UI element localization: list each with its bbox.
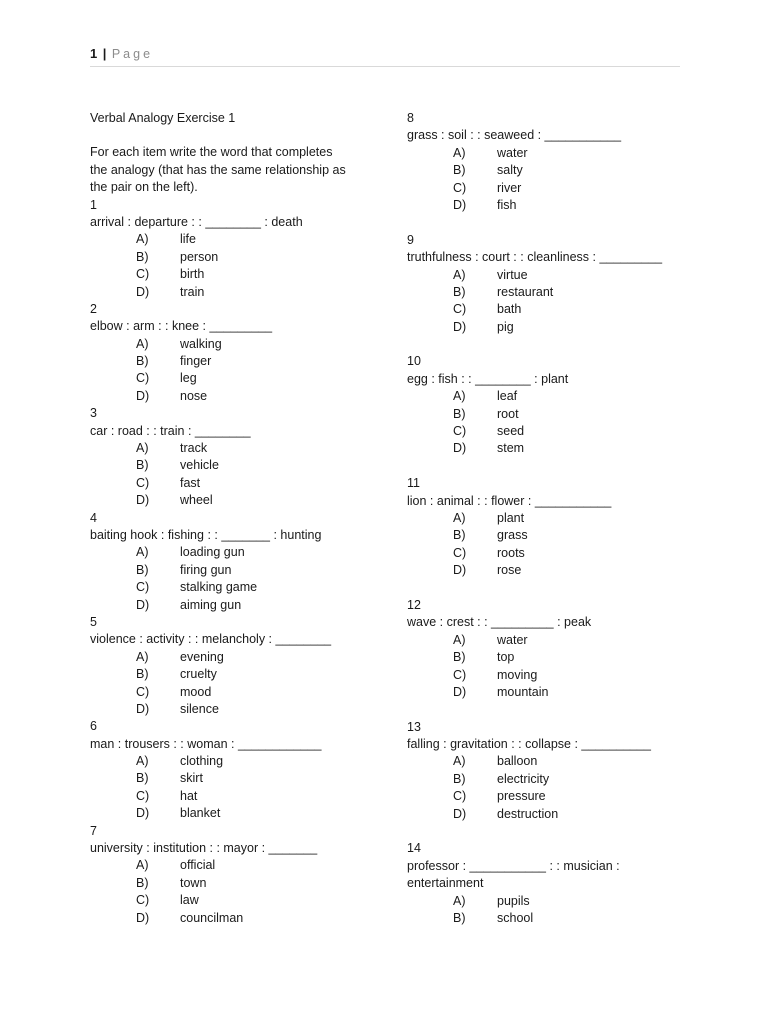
option-text: town [180, 875, 207, 890]
option-letter: D) [453, 684, 467, 699]
option-text: hat [180, 788, 198, 803]
option-letter: B) [136, 771, 149, 786]
answer-option[interactable] [407, 145, 687, 162]
question-stem: violence : activity : : melancholy : ________ [90, 632, 332, 647]
question-number: 1 [90, 197, 97, 212]
answer-option[interactable] [90, 231, 370, 248]
answer-option[interactable] [407, 771, 687, 788]
answer-option[interactable] [407, 180, 687, 197]
question-stem: grass : soil : : seaweed : ___________ [407, 128, 622, 143]
instructions-line-3: the pair on the left). [90, 180, 198, 195]
option-text: birth [180, 267, 205, 282]
option-text: school [497, 910, 534, 925]
option-letter: C) [136, 267, 150, 282]
question-item [90, 405, 370, 509]
option-letter: C) [453, 302, 467, 317]
question-stem: arrival : departure : : ________ : death [90, 214, 303, 229]
option-text: vehicle [180, 458, 219, 473]
question-spacer [407, 580, 687, 597]
answer-option[interactable] [90, 562, 370, 579]
option-letter: A) [453, 893, 466, 908]
option-text: evening [180, 649, 224, 664]
answer-option[interactable] [407, 910, 687, 927]
option-letter: A) [136, 545, 149, 560]
option-text: fish [497, 197, 517, 212]
option-letter: A) [453, 632, 466, 647]
option-letter: D) [136, 284, 150, 299]
option-text: stem [497, 441, 525, 456]
option-letter: A) [453, 389, 466, 404]
exercise-title: Verbal Analogy Exercise 1 [90, 111, 236, 125]
answer-option[interactable] [90, 910, 370, 927]
page-header [90, 46, 680, 67]
answer-option[interactable] [407, 788, 687, 805]
question-item [407, 475, 687, 597]
option-text: destruction [497, 806, 559, 821]
question-stem: falling : gravitation : : collapse : __________ [407, 737, 651, 752]
answer-option[interactable] [407, 284, 687, 301]
answer-option[interactable] [90, 684, 370, 701]
option-letter: D) [453, 563, 467, 578]
question-item [407, 719, 687, 841]
answer-option[interactable] [90, 544, 370, 561]
option-text: pressure [497, 789, 546, 804]
option-letter: B) [453, 163, 466, 178]
answer-option[interactable] [90, 388, 370, 405]
answer-option[interactable] [407, 527, 687, 544]
answer-option[interactable] [90, 666, 370, 683]
option-text: water [497, 145, 528, 160]
option-text: law [180, 893, 199, 908]
option-letter: C) [453, 180, 467, 195]
answer-option[interactable] [407, 893, 687, 910]
option-text: nose [180, 388, 208, 403]
question-stem: wave : crest : : _________ : peak [407, 615, 592, 630]
option-letter: D) [136, 493, 150, 508]
option-letter: D) [453, 197, 467, 212]
question-item [407, 232, 687, 354]
option-letter: A) [453, 145, 466, 160]
question-number: 2 [90, 301, 97, 316]
answer-option[interactable] [90, 788, 370, 805]
option-text: bath [497, 302, 522, 317]
option-letter: C) [453, 667, 467, 682]
answer-option[interactable] [90, 457, 370, 474]
page-number: 1 [90, 46, 98, 61]
answer-option[interactable] [90, 336, 370, 353]
answer-option[interactable] [90, 475, 370, 492]
right-column [407, 110, 687, 927]
option-letter: C) [136, 893, 150, 908]
question-item [90, 510, 370, 614]
answer-option[interactable] [407, 162, 687, 179]
option-text: river [497, 180, 522, 195]
option-letter: A) [453, 754, 466, 769]
answer-option[interactable] [407, 753, 687, 770]
question-stem: baiting hook : fishing : : _______ : hunting [90, 527, 322, 542]
question-number: 5 [90, 614, 97, 629]
option-text: seed [497, 424, 525, 439]
answer-option[interactable] [90, 892, 370, 909]
question-number: 12 [407, 597, 421, 612]
answer-option[interactable] [407, 423, 687, 440]
option-text: virtue [497, 267, 528, 282]
answer-option[interactable] [90, 579, 370, 596]
option-letter: A) [136, 441, 149, 456]
question-item [90, 614, 370, 718]
option-letter: B) [453, 284, 466, 299]
answer-option[interactable] [407, 388, 687, 405]
header-separator: | [102, 46, 107, 61]
answer-option[interactable] [407, 684, 687, 701]
answer-option[interactable] [90, 597, 370, 614]
option-text: life [180, 232, 196, 247]
question-spacer [407, 336, 687, 353]
answer-option[interactable] [90, 753, 370, 770]
question-item [90, 301, 370, 405]
option-letter: B) [136, 458, 149, 473]
question-item [90, 197, 370, 301]
answer-option[interactable] [90, 770, 370, 787]
question-number: 9 [407, 232, 414, 247]
answer-option[interactable] [90, 353, 370, 370]
option-letter: D) [453, 806, 467, 821]
option-letter: A) [136, 336, 149, 351]
option-letter: B) [453, 910, 466, 925]
instructions-line-1: For each item write the word that completes [90, 145, 333, 160]
answer-option[interactable] [90, 440, 370, 457]
option-letter: D) [136, 910, 150, 925]
option-letter: C) [136, 371, 150, 386]
answer-option[interactable] [90, 805, 370, 822]
question-item [407, 110, 687, 232]
answer-option[interactable] [407, 649, 687, 666]
question-spacer [407, 458, 687, 475]
option-letter: B) [136, 354, 149, 369]
answer-option[interactable] [90, 492, 370, 509]
option-letter: C) [136, 580, 150, 595]
question-stem: lion : animal : : flower : ___________ [407, 493, 612, 508]
answer-option[interactable] [90, 249, 370, 266]
option-text: pupils [497, 893, 530, 908]
question-number: 10 [407, 354, 421, 369]
answer-option[interactable] [407, 545, 687, 562]
answer-option[interactable] [407, 806, 687, 823]
option-text: rose [497, 563, 522, 578]
question-stem: professor : ___________ : : musician : [407, 858, 620, 873]
answer-option[interactable] [407, 301, 687, 318]
instructions-line-2: the analogy (that has the same relationship as [90, 162, 346, 177]
answer-option[interactable] [90, 649, 370, 666]
question-number: 6 [90, 719, 97, 734]
option-text: person [180, 249, 219, 264]
option-letter: D) [453, 319, 467, 334]
question-stem: car : road : : train : ________ [90, 423, 251, 438]
option-text: restaurant [497, 284, 554, 299]
left-column [90, 110, 370, 927]
option-letter: A) [453, 510, 466, 525]
question-spacer [407, 823, 687, 840]
right-question-list [407, 110, 687, 927]
option-letter: B) [136, 875, 149, 890]
question-number: 13 [407, 719, 421, 734]
option-letter: C) [453, 424, 467, 439]
answer-option[interactable] [407, 562, 687, 579]
option-text: plant [497, 510, 525, 525]
option-text: blanket [180, 806, 221, 821]
option-text: water [497, 632, 528, 647]
answer-option[interactable] [90, 284, 370, 301]
answer-option[interactable] [407, 440, 687, 457]
option-letter: A) [136, 754, 149, 769]
option-text: roots [497, 545, 525, 560]
question-number: 14 [407, 841, 421, 856]
question-spacer [407, 214, 687, 231]
option-letter: B) [136, 562, 149, 577]
option-text: grass [497, 528, 528, 543]
option-text: track [180, 441, 208, 456]
option-letter: C) [136, 788, 150, 803]
question-number: 4 [90, 510, 97, 525]
question-stem: man : trousers : : woman : ____________ [90, 736, 322, 751]
question-number: 8 [407, 111, 414, 125]
option-letter: B) [453, 771, 466, 786]
answer-option[interactable] [90, 266, 370, 283]
option-text: finger [180, 354, 212, 369]
question-stem: elbow : arm : : knee : _________ [90, 319, 273, 334]
option-text: cruelty [180, 667, 217, 682]
option-letter: B) [453, 650, 466, 665]
question-item [407, 840, 687, 927]
option-text: moving [497, 667, 538, 682]
option-letter: D) [453, 441, 467, 456]
option-letter: B) [136, 667, 149, 682]
option-text: leaf [497, 389, 518, 404]
option-letter: A) [453, 267, 466, 282]
option-text: official [180, 858, 216, 873]
question-number: 7 [90, 823, 97, 838]
option-text: loading gun [180, 545, 245, 560]
option-text: silence [180, 701, 219, 716]
option-letter: D) [136, 806, 150, 821]
option-text: root [497, 406, 519, 421]
option-letter: B) [136, 249, 149, 264]
option-letter: D) [136, 388, 150, 403]
option-text: clothing [180, 754, 224, 769]
option-letter: B) [453, 406, 466, 421]
option-text: fast [180, 475, 201, 490]
option-text: aiming gun [180, 597, 242, 612]
option-text: walking [180, 336, 222, 351]
option-letter: A) [136, 232, 149, 247]
option-letter: A) [136, 858, 149, 873]
question-item [90, 823, 370, 927]
answer-option[interactable] [407, 510, 687, 527]
question-stem: university : institution : : mayor : _______ [90, 841, 318, 856]
option-text: salty [497, 163, 523, 178]
option-letter: C) [453, 789, 467, 804]
option-text: leg [180, 371, 197, 386]
option-text: pig [497, 319, 514, 334]
option-text: mountain [497, 684, 549, 699]
option-letter: C) [136, 684, 150, 699]
option-letter: C) [136, 475, 150, 490]
answer-option[interactable] [407, 267, 687, 284]
option-text: stalking game [180, 580, 258, 595]
question-number: 3 [90, 406, 97, 421]
question-spacer [407, 701, 687, 718]
option-text: mood [180, 684, 212, 699]
question-stem: egg : fish : : ________ : plant [407, 371, 569, 386]
option-text: firing gun [180, 562, 232, 577]
option-text: top [497, 650, 515, 665]
answer-option[interactable] [90, 857, 370, 874]
answer-option[interactable] [407, 632, 687, 649]
question-item [407, 353, 687, 475]
question-stem-continued: entertainment [407, 876, 484, 891]
option-text: electricity [497, 771, 550, 786]
option-letter: D) [136, 701, 150, 716]
question-number: 11 [407, 476, 420, 491]
option-letter: A) [136, 649, 149, 664]
option-letter: C) [453, 545, 467, 560]
answer-option[interactable] [407, 319, 687, 336]
question-stem: truthfulness : court : : cleanliness : _________ [407, 250, 663, 265]
answer-option[interactable] [407, 406, 687, 423]
answer-option[interactable] [90, 370, 370, 387]
option-text: wheel [180, 493, 213, 508]
option-text: balloon [497, 754, 538, 769]
question-item [407, 597, 687, 719]
option-text: train [180, 284, 205, 299]
option-letter: B) [453, 528, 466, 543]
option-letter: D) [136, 597, 150, 612]
answer-option[interactable] [90, 701, 370, 718]
option-text: councilman [180, 910, 244, 925]
page-word: Page [111, 47, 154, 61]
left-question-list [90, 197, 370, 927]
answer-option[interactable] [407, 667, 687, 684]
option-text: skirt [180, 771, 203, 786]
answer-option[interactable] [407, 197, 687, 214]
question-item [90, 718, 370, 822]
answer-option[interactable] [90, 875, 370, 892]
